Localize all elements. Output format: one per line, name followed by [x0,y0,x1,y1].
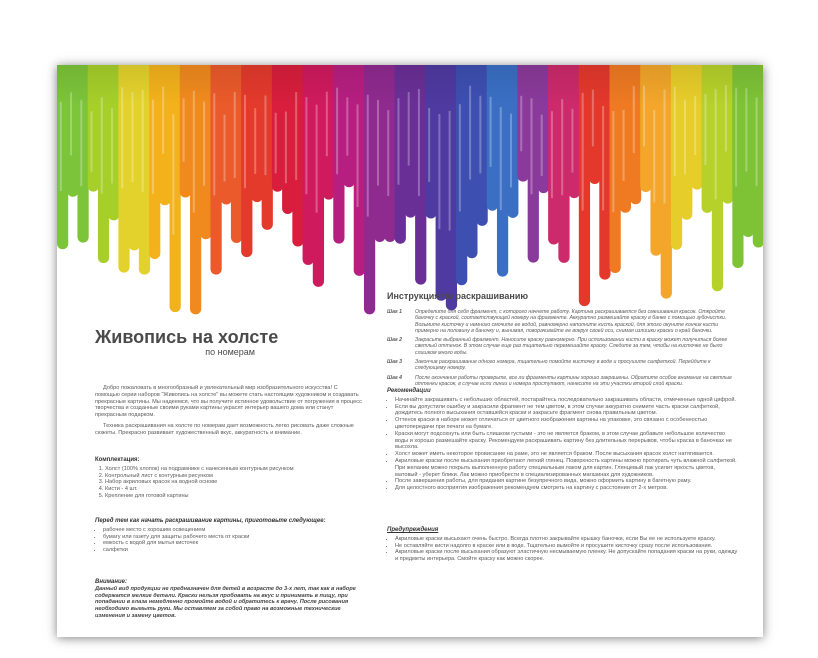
warning-title: Внимание: [95,579,128,585]
recommendation-item: • Начинайте закрашивать с небольших областей, постарайтесь последовательно закрашивать области, отмеченные одной цифрой. [395,397,739,404]
kit-list [95,466,363,500]
caution-item: • Не оставляйте кисти надолго в краске или в воде. Тщательно вымойте и просушите кисточку сразу после использования. [395,543,739,550]
intro-paragraph: Техника раскрашивания на холсте по номерам дает возможность легко рисовать даже сложные сюжеты. Прекрасно развивает художественный вкус, аккуратность и внимание. [95,422,354,436]
prep-section [95,518,363,554]
step-row [387,375,739,388]
prep-item: • емкость с водой для мытья кисточек [103,540,363,547]
caution-item: • Акриловые краски после высыхания образуют эластичную несмываемую пленку. Не допускайте попадания краски на руки, одежду и предметы интерьера. Смойте краску как можно скорее. [395,549,739,563]
recommendation-item: • Если вы допустили ошибку и закрасили фрагмент не тем цветом, в этом случае аккуратно снимите часть краски салфеткой, дождитесь полного высыхания оставшейся краски и закрасьте фрагмент снова правильным цветом. [395,404,739,418]
step-text: После окончания работы проверьте, все ли фрагменты картины хорошо закрашены. Обратите особое внимание на светлые оттенки красок, в случае если линии и номера проступают, нанесите на эти участки второй слой краски. [415,374,732,387]
prep-title: Перед тем как начать раскрашивание картины, приготовьте следующее: [95,518,326,524]
recommendation-item: • Акриловые краски после высыхания приобретают легкий глянец. Поверхность картины можно протирать чуть влажной салфеткой. При желании можно покрыть выполненную работу специальным лаком для картин. Глянцевый лак усилит яркость цветов, матовый - уберет блики. Лак можно приобрести в специализированных магазинах для художников. [395,458,739,478]
prep-item: • бумагу или газету для защиты рабочего места от краски [103,534,363,541]
kit-item: 2. Контрольный лист с контурным рисунком [105,473,363,480]
cautions-section [387,527,739,563]
step-row [387,309,739,334]
intro-text [95,385,363,437]
kit-item: 3. Набор акриловых красок на водной основе [105,479,363,486]
step-text: Закончив раскрашивание одного номера, тщательно помойте кисточку в воде и просушите салфеткой. Перейдите к следующему номеру. [415,359,711,372]
warning-section [95,579,363,620]
kit-item: 4. Кисти - 4 шт. [105,486,363,493]
step-label: Шаг 2 [387,337,403,344]
warning-text: Данный вид продукции не предназначен для детей в возрасте до 3-х лет, так как в наборе содержатся мелкие детали. Краски нельзя пробовать на вкус и принимать в пищу, при попадании в глаза немедленно промойте водой и обратитесь к врачу. После рисования необходимо вымыть руки. Мы оставляем за собой право на возможные технические изменения и замену цветов. [95,585,356,619]
recommendation-item: • Краски могут подсохнуть или быть слишком густыми - это не является браком, в этом случае добавьте небольшое количество воды и хорошо размешайте краску. Рекомендуем раскрашивать картину без длительных перерывов, чтобы краска в баночках не высохла. [395,431,739,451]
step-row [387,337,739,356]
cautions-list [387,536,739,563]
page-subtitle: по номерам [205,347,255,357]
kit-item: 5. Крепление для готовой картины [105,493,363,500]
instruction-steps [387,309,739,390]
heading-block [95,327,365,357]
recommendation-item: • Оттенок краски в наборе может отличаться от цветного изображения картины на упаковке, это связано с особенностью цветопередачи при печати на бумаге. [395,417,739,431]
recommendation-item: • После завершения работы, для придания картине безупречного вида, можно оформить картину в багетную раму. [395,478,739,485]
recommendation-item: • Холст может иметь некоторое провисание на раме, это не является браком. После высыхания красок холст натягивается. [395,451,739,458]
step-label: Шаг 1 [387,309,403,315]
step-row [387,359,739,372]
recommendations-title: Рекомендации [387,388,431,394]
recommendation-item: • Для целостного восприятия изображения рекомендуем смотреть на картину с расстояния от 2-х метров. [395,485,739,492]
prep-item: • рабочее место с хорошим освещением [103,527,363,534]
instructions-title: Инструкция по раскрашиванию [387,291,529,301]
kit-section [95,457,363,500]
prep-item: • салфетки [103,547,363,554]
recommendations-section [387,388,739,492]
prep-list [95,527,363,554]
step-text: Определите для себя фрагмент, с которого начнете работу. Картина раскрашивается без смешивания красок. Откройте баночку с краской, соответствующей номеру на фрагменте. Аккуратно размешайте краску в банке с помощью зубочистки. Возьмите кисточку и немного смочите ее водой, равномерно наполните кисть краской, для этого окуните кончик кисти примерно на половину в баночку и, вынимая, поворачивайте ее вокруг своей оси, снимая излишки краски о край баночки. [415,309,727,334]
step-label: Шаг 4 [387,374,403,381]
step-text: Закрасьте выбранный фрагмент. Наносите краску равномерно. При использовании кисти в краску может получиться более светлый оттенок. В этом случае еще раз тщательно перемешайте краску. Следите за тем, чтобы на кисточке не было слишком много воды. [415,337,728,356]
recommendations-list [387,397,739,492]
instruction-sheet [57,65,763,637]
intro-paragraph: Добро пожаловать в многообразный и увлекательный мир изобразительного искусства! С помощью серии наборов "Живопись на холсте" вы можете стать настоящим художником и создавать прекрасные картины. Мы надеемся, что вы получите истинное удовольствие от погружения в процесс творчества и созданные своими руками картины украсят интерьер вашего дома или станут прекрасным подарком. [95,385,362,419]
step-label: Шаг 3 [387,359,403,366]
page-title: Живопись на холсте [95,327,279,347]
kit-title: Комплектация: [95,457,140,463]
cautions-title: Предупреждения [387,527,439,533]
kit-item: 1. Холст (100% хлопок) на подрамнике с нанесенным контурным рисунком [105,466,363,473]
caution-item: • Акриловые краски высыхают очень быстро. Всегда плотно закрывайте крышку баночки, если Вы ее не используете краску. [395,536,739,543]
